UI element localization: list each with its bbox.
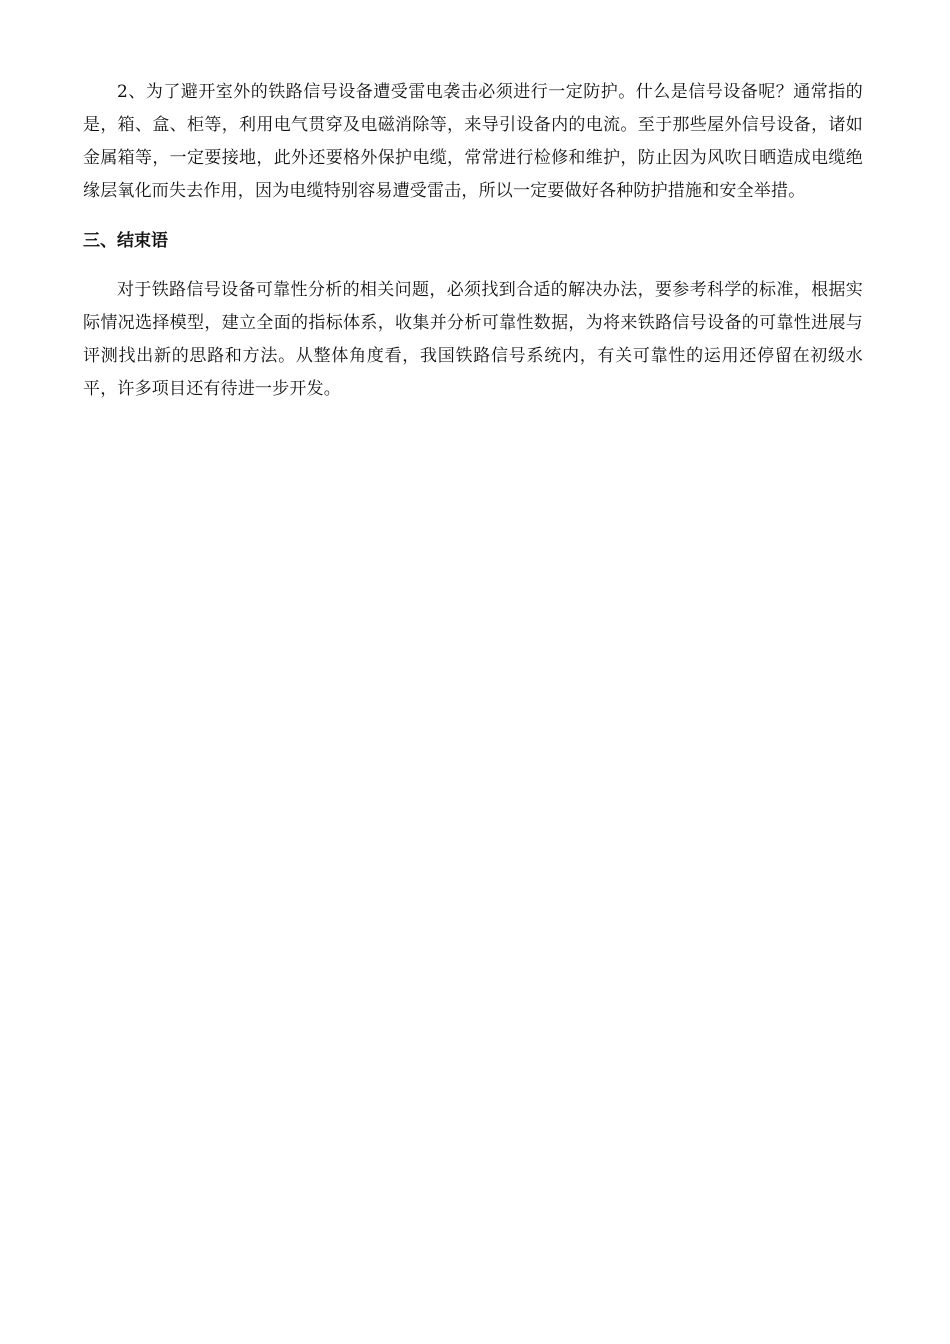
paragraph-conclusion: 对于铁路信号设备可靠性分析的相关问题，必须找到合适的解决办法，要参考科学的标准，根据实际情况选择模型，建立全面的指标体系，收集并分析可靠性数据，为将来铁路信号设备的可靠性进展与评测找出新的思路和方法。从整体角度看，我国铁路信号系统内，有关可靠性的运用还停留在初级水平，许多项目还有待进一步开发。 xyxy=(83,280,863,399)
document-page xyxy=(83,76,863,406)
section-heading-conclusion: 三、结束语 xyxy=(83,231,168,251)
paragraph-lightning-protection: 2、为了避开室外的铁路信号设备遭受雷电袭击必须进行一定防护。什么是信号设备呢？通常指的是，箱、盒、柜等，利用电气贯穿及电磁消除等，来导引设备内的电流。至于那些屋外信号设备，诸如金属箱等，一定要接地，此外还要格外保护电缆，常常进行检修和维护，防止因为风吹日晒造成电缆绝缘层氧化而失去作用，因为电缆特别容易遭受雷击，所以一定要做好各种防护措施和安全举措。 xyxy=(83,82,863,201)
